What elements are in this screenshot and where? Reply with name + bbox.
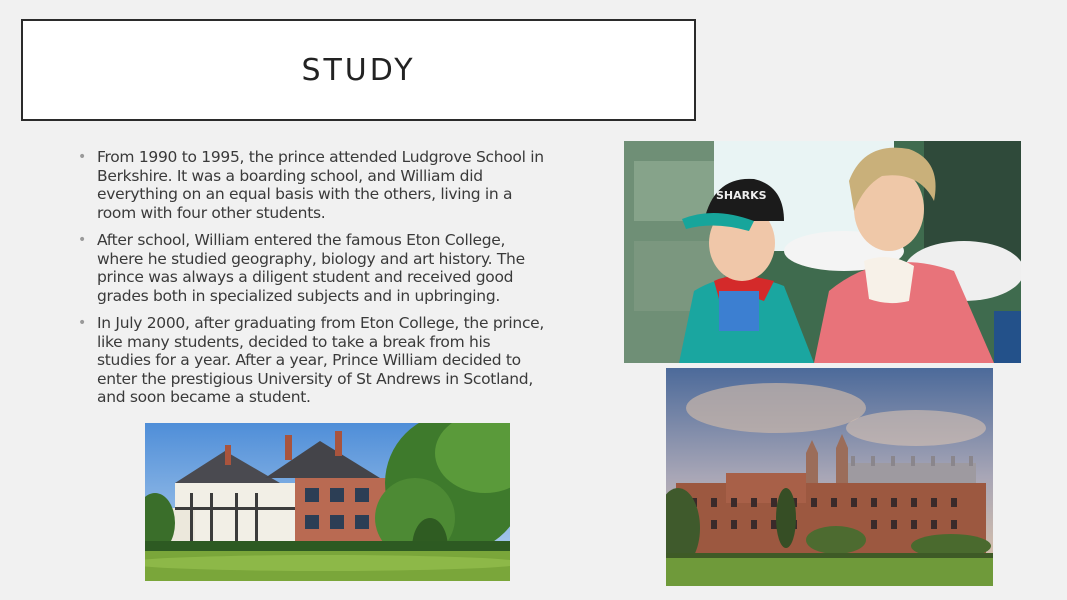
prince-and-mother-photo: [624, 141, 1021, 363]
ludgrove-school-photo: [145, 423, 510, 581]
bullet-marker: •: [78, 232, 86, 248]
bullet-marker: •: [78, 149, 86, 165]
bullet-text: From 1990 to 1995, the prince attended Ludgrove School in Berkshire. It was a boarding school, and William did everything on an equal basis with the others, living in a room with four other students.: [97, 148, 544, 222]
bullet-marker: •: [78, 315, 86, 331]
bullet-list: [77, 148, 547, 416]
bullet-item: [77, 231, 547, 305]
eton-college-photo: [666, 368, 993, 586]
bullet-item: [77, 314, 547, 407]
bullet-item: [77, 148, 547, 222]
cap-logo-text: SHARKS: [716, 189, 767, 202]
slide-title: STUDY: [301, 52, 416, 88]
title-box: [21, 19, 696, 121]
bullet-text: In July 2000, after graduating from Eton College, the prince, like many students, decided to take a break from his studies for a year. After a year, Prince William decided to enter the prestigious University of St Andrews in Scotland, and soon became a student.: [97, 314, 545, 406]
bullet-text: After school, William entered the famous Eton College, where he studied geography, biology and art history. The prince was always a diligent student and received good grades both in specialized subjects and in upbringing.: [97, 231, 525, 305]
